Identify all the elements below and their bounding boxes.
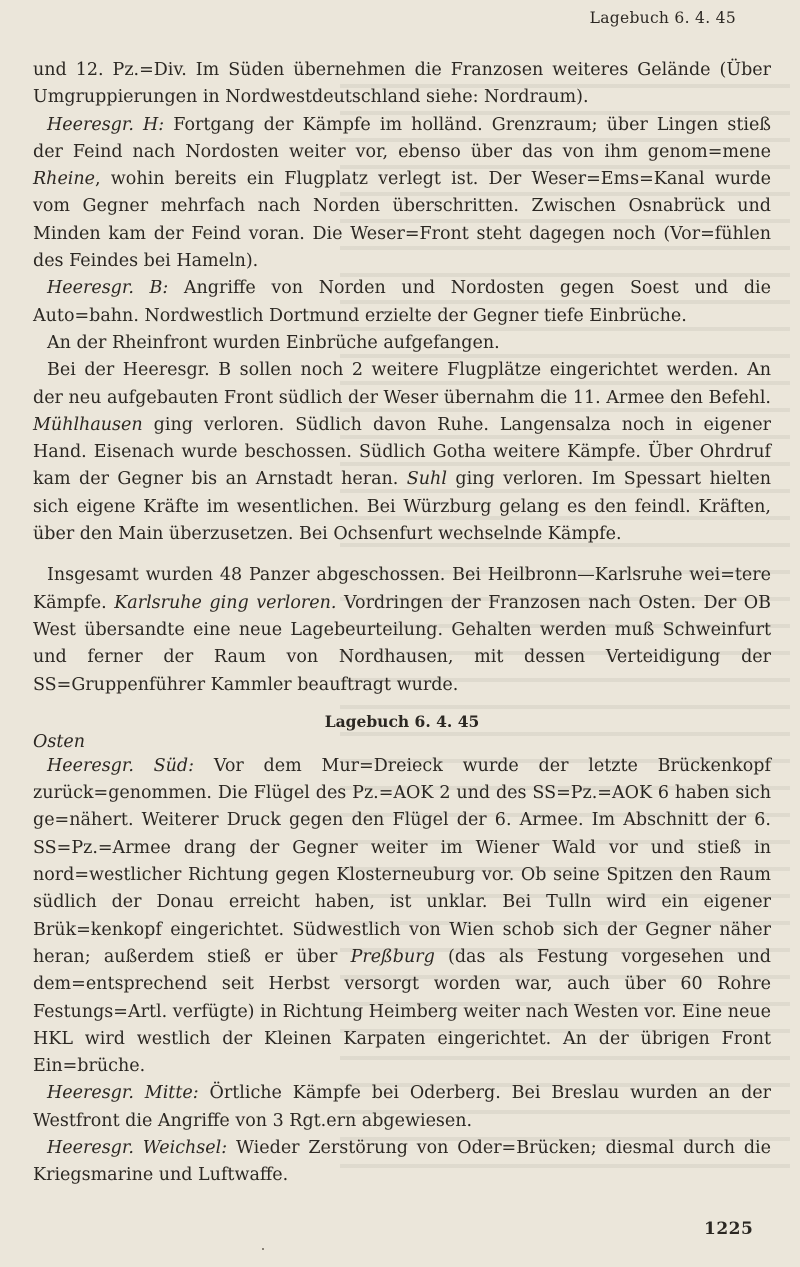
section-title: Lagebuch 6. 4. 45	[324, 711, 480, 731]
paragraph-continuation: und 12. Pz.=Div. Im Süden übernehmen die Franzosen weiteres Gelände (Über Umgruppierungen in Nordwestdeutschland siehe: Nordraum).	[33, 60, 771, 108]
paragraph-flugplaetze: Bei der Heeresgr. B sollen noch 2 weitere Flugplätze eingerichtet werden. An der neu aufgebauten Front südlich der Weser übernahm die 11. Armee den Befehl. Mühlhausen ging verloren. Südlich davon Ruhe. Langensalza noch in eigener Hand. Eisenach wurde beschossen. Südlich Gotha weitere Kämpfe. Über Ohrdruf kam der Gegner bis an Arnstadt heran. Suhl ging verloren. Im Spessart hielten sich eigene Kräfte im wesentlichen. Bei Würzburg gelang es den feindl. Kräften, über den Main überzusetzen. Bei Ochsenfurt wechselnde Kämpfe.	[33, 360, 771, 545]
place-suhl: Suhl	[406, 469, 447, 490]
paragraph-heeresgr-weichsel: Heeresgr. Weichsel: Wieder Zerstörung von Oder=Brücken; diesmal durch die Kriegsmarine und Luftwaffe.	[33, 1137, 771, 1186]
paragraph-heeresgr-b: Heeresgr. B: Angriffe von Norden und Nordosten gegen Soest und die Auto=bahn. Nordwestlich Dortmund erzielte der Gegner tiefe Einbrüche.	[33, 278, 771, 326]
section-subheading: Osten	[33, 731, 85, 752]
place-rheine: Rheine	[33, 169, 96, 190]
paragraph-rheinfront: An der Rheinfront wurden Einbrüche aufgefangen.	[47, 332, 500, 353]
paragraph-lead: Heeresgr. Weichsel:	[47, 1137, 228, 1158]
page-number: 1225	[704, 1219, 754, 1239]
running-header: Lagebuch 6. 4. 45	[589, 9, 736, 27]
paragraph-lead: Heeresgr. Süd:	[47, 755, 195, 776]
place-pressburg: Preßburg	[350, 946, 435, 967]
paper-speck	[262, 1248, 264, 1250]
paragraph-lead: Heeresgr. Mitte:	[47, 1083, 199, 1104]
paragraph-heeresgr-h: Heeresgr. H: Fortgang der Kämpfe im holländ. Grenzraum; über Lingen stieß der Feind nach Nordosten weiter vor, ebenso über das von ihm genom=mene Rheine, wohin bereits ein Flugplatz verlegt ist. Der Weser=Ems=Kanal wurde vom Gegner mehrfach nach Norden überschritten. Zwischen Osnabrück und Minden kam der Feind voran. Die Weser=Front steht dagegen noch (Vor=fühlen des Feindes bei Hameln).	[33, 114, 772, 272]
place-karlsruhe: Karlsruhe ging verloren.	[114, 592, 337, 613]
page-body	[33, 57, 771, 1190]
paragraph-lead: Heeresgr. B:	[47, 278, 169, 299]
paragraph-lead: Heeresgr. H:	[47, 114, 165, 135]
place-muehlhausen: Mühlhausen	[33, 414, 143, 435]
paragraph-heeresgr-sued: Heeresgr. Süd: Vor dem Mur=Dreieck wurde der letzte Brückenkopf zurück=genommen. Die Flügel des Pz.=AOK 2 und des SS=Pz.=AOK 6 haben sich ge=nähert. Weiterer Druck gegen den Flügel der 6. Armee. Im Abschnitt der 6. SS=Pz.=Armee drang der Gegner weiter im Wiener Wald vor und stieß in nord=westlicher Richtung gegen Klosterneuburg vor. Ob seine Spitzen den Raum südlich der Donau erreicht haben, ist unklar. Bei Tulln wird ein eigener Brük=kenkopf eingerichtet. Südwestlich von Wien schob sich der Gegner näher heran; außerdem stieß er über Preßburg (das als Festung vorgesehen und dem=entsprechend seit Herbst versorgt worden war, auch über 60 Rohre Festungs=Artl. verfügte) in Richtung Heimberg weiter nach Westen vor. Eine neue HKL wird westlich der Kleinen Karpaten eingerichtet. An der übrigen Front Ein=brüche.	[33, 755, 771, 1077]
paragraph-panzer: Insgesamt wurden 48 Panzer abgeschossen. Bei Heilbronn—Karlsruhe wei=tere Kämpfe. Karlsruhe ging verloren. Vordringen der Franzosen nach Osten. Der OB West übersandte eine neue Lagebeurteilung. Gehalten werden muß Schweinfurt und ferner der Raum von Nordhausen, mit dessen Verteidigung der SS=Gruppenführer Kammler beauftragt wurde.	[33, 565, 771, 695]
paragraph-heeresgr-mitte: Heeresgr. Mitte: Örtliche Kämpfe bei Oderberg. Bei Breslau wurden an der Westfront die Angriffe von 3 Rgt.ern abgewiesen.	[33, 1083, 771, 1131]
